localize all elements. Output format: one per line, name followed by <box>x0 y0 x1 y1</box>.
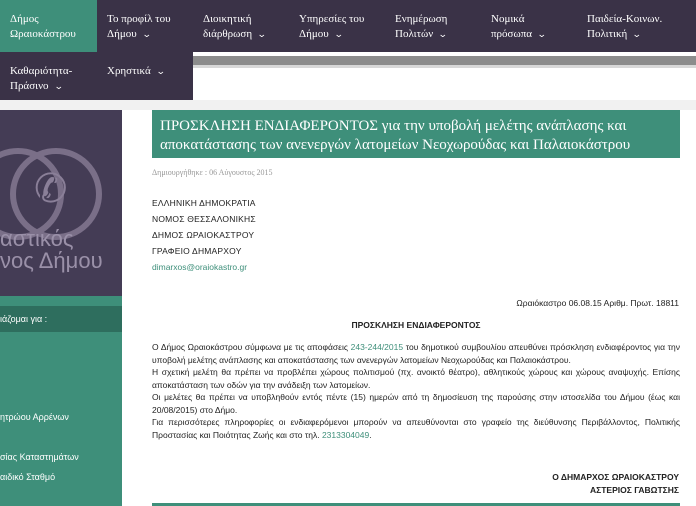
chevron-down-icon: ⌄ <box>333 29 344 39</box>
nav-label-line2: Ωραιοκάστρου <box>10 28 76 40</box>
nav-label-line2: πρόσωπα <box>491 28 533 40</box>
signature-name: ΑΣΤΕΡΙΟΣ ΓΑΒΩΤΣΗΣ <box>589 485 679 495</box>
signature-title: Ο ΔΗΜΑΡΧΟΣ ΩΡΑΙΟΚΑΣΤΡΟΥ <box>552 472 679 482</box>
nav-label-line2: Πολιτική <box>587 28 628 40</box>
header-divider <box>193 56 696 65</box>
left-sidebar <box>0 110 122 506</box>
chevron-down-icon: ⌄ <box>536 29 547 39</box>
paragraph-text: του δημοτικού συμβουλίου απευθύνει πρόσκληση ενδιαφέροντος για την υποβολή μελέτης ανάπλασης και αποκατάστασης των ανενεργών λατομείων Νεοχωρούδας και Παλαιοκάστρου. <box>152 342 681 365</box>
paragraph-text: Ο Δήμος Ωραιοκάστρου σύμφωνα με τις αποφάσεις <box>152 342 351 352</box>
nav-item-services[interactable] <box>289 0 385 52</box>
paragraph: Η σχετική μελέτη θα πρέπει να προβλέπει χώρους πολιτισμού (πχ. ανοικτό θέατρο), αθλητικούς χώρους και χώρους αναψυχής. Επίσης αποκατάσταση των οδών για την ανάδειξη των λατομείων. <box>152 367 680 390</box>
promo-text-line1: αστικός <box>0 226 74 251</box>
address-line: ΔΗΜΟΣ ΩΡΑΙΟΚΑΣΤΡΟΥ <box>152 230 255 240</box>
nav-label-line2: Πολιτών <box>395 28 434 40</box>
nav-item-administration[interactable] <box>193 0 289 52</box>
invitation-heading: ΠΡΟΣΚΛΗΣΗ ΕΝΔΙΑΦΕΡΟΝΤΟΣ <box>351 320 481 330</box>
nav-item-useful[interactable] <box>97 52 193 100</box>
nav-label-line2: Δήμου <box>107 28 137 40</box>
address-line: ΓΡΑΦΕΙΟ ΔΗΜΑΡΧΟΥ <box>152 246 242 256</box>
nav-item-cleaning-green[interactable] <box>0 52 97 100</box>
chevron-down-icon: ⌄ <box>632 29 642 39</box>
nav-label-line1: Καθαριότητα- <box>10 65 73 77</box>
nav-item-legal-entities[interactable] <box>481 0 577 52</box>
nav-label-line1: Το προφίλ του <box>107 13 171 25</box>
paragraph <box>152 341 680 366</box>
nav-label-line2: Δήμου <box>299 28 329 40</box>
paragraph-text: . <box>369 429 372 440</box>
article-body <box>152 341 680 441</box>
paragraph: Οι μελέτες θα πρέπει να υποβληθούν εντός πέντε (15) ημερών από τη δημοσίευση της παρούσης στην ιστοσελίδα του Δήμου (έως και 20/08/2015) στο Δήμο. <box>152 392 680 415</box>
promo-text-line2: νος Δήμου <box>0 248 103 273</box>
paragraph <box>152 416 680 441</box>
nav-label-line2: Πράσινο <box>10 80 49 92</box>
nav-label-line1: Υπηρεσίες του <box>299 13 365 25</box>
address-line: ΝΟΜΟΣ ΘΕΣΣΑΛΟΝΙΚΗΣ <box>152 214 256 224</box>
nav-item-citizen-info[interactable] <box>385 0 481 52</box>
content-top-band <box>0 100 696 110</box>
chevron-down-icon: ⌄ <box>155 66 166 76</box>
chevron-down-icon: ⌄ <box>53 81 64 91</box>
nav-label-line2: διάρθρωση <box>203 28 253 40</box>
nav-label-line1: Παιδεία-Κοινων. <box>587 13 663 25</box>
nav-item-education-social[interactable] <box>577 0 696 52</box>
top-navigation-row2 <box>0 52 193 100</box>
sidebar-link[interactable]: ητρώου Αρρένων <box>0 412 69 422</box>
protocol-dateline: Ωραιόκαστρο 06.08.15 Αριθμ. Πρωτ. 18811 <box>516 298 679 308</box>
nav-label-line1: Χρηστικά <box>107 65 151 77</box>
nav-label-line1: Ενημέρωση <box>395 13 448 25</box>
email-link[interactable]: dimarxos@oraiokastro.gr <box>152 262 248 272</box>
top-navigation <box>0 0 696 52</box>
phone-icon: ✆ <box>34 167 68 211</box>
nav-label-line1: Δήμος <box>10 13 39 25</box>
paragraph-text: Για περισσότερες πληροφορίες οι ενδιαφερόμενοι μπορούν να απευθύνονται στο γραφείο της διεύθυνσης Περιβάλλοντος, Πολιτικής Προστασίας και Ποιότητας Ζωής και στο τηλ. <box>152 417 680 440</box>
sidebar-link[interactable]: σίας Καταστημάτων <box>0 452 79 462</box>
sidebar-link[interactable]: αιδικό Σταθμό <box>0 472 56 482</box>
sidebar-section-label: ιάζομαι για : <box>0 306 122 332</box>
phone-link[interactable]: 2313304049 <box>321 429 370 440</box>
created-date: Δημιουργήθηκε : 06 Αύγουστος 2015 <box>152 168 273 177</box>
chevron-down-icon: ⌄ <box>141 29 152 39</box>
nav-label-line1: Νομικά <box>491 13 525 25</box>
address-line: ΕΛΛΗΝΙΚΗ ΔΗΜΟΚΡΑΤΙΑ <box>152 198 256 208</box>
nav-label-line1: Διοικητική <box>203 13 252 25</box>
contact-promo-banner[interactable] <box>0 110 122 296</box>
nav-item-profile[interactable] <box>97 0 193 52</box>
decision-link[interactable]: 243-244/2015 <box>350 342 404 352</box>
chevron-down-icon: ⌄ <box>256 29 267 39</box>
chevron-down-icon: ⌄ <box>438 29 448 39</box>
article-title: ΠΡΟΣΚΛΗΣΗ ΕΝΔΙΑΦΕΡΟΝΤΟΣ για την υποβολή μελέτης ανάπλασης και αποκατάστασης των ανενεργών λατομείων Νεοχωρούδας και Παλαιοκάστρου <box>152 110 680 158</box>
header-divider-light <box>193 65 696 68</box>
nav-item-municipality[interactable] <box>0 0 97 52</box>
